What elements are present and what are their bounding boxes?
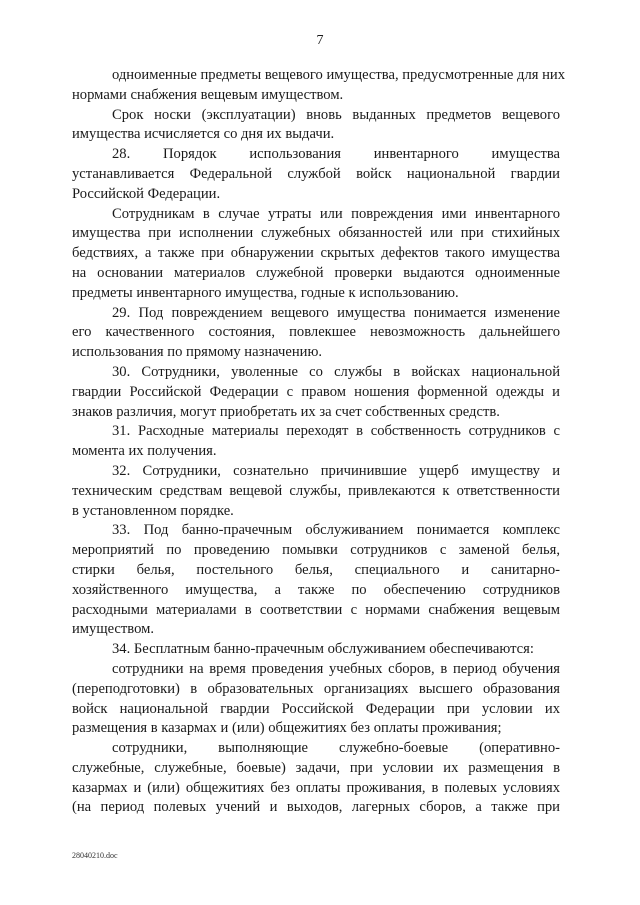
text-line: имущества при исполнении служебных обязанностей или при стихийных bbox=[72, 225, 560, 242]
paragraph bbox=[72, 462, 560, 521]
text-line: бедствиях, а также при обнаружении скрытых дефектов такого имущества bbox=[72, 245, 560, 262]
paragraph bbox=[72, 106, 560, 146]
footer-file-code: 28040210.doc bbox=[72, 851, 118, 860]
text-line: (на период полевых учений и выходов, лагерных сборов, а также при bbox=[72, 799, 560, 816]
text-line: на основании материалов служебной проверки выдаются одноименные bbox=[72, 264, 560, 281]
text-line: (переподготовки) в образовательных организациях высшего образования bbox=[72, 680, 560, 697]
paragraph bbox=[72, 422, 560, 462]
paragraph bbox=[72, 66, 566, 106]
paragraph bbox=[72, 660, 560, 739]
text-line: сотрудники, выполняющие служебно-боевые (оперативно- bbox=[112, 740, 560, 757]
text-line: служебные, служебные, боевые) задачи, при условии их размещения в bbox=[72, 759, 560, 776]
text-line: 33. Под банно-прачечным обслуживанием понимается комплекс bbox=[112, 522, 560, 539]
text-line: знаков различия, могут приобретать их за счет собственных средств. bbox=[72, 403, 500, 420]
paragraph bbox=[72, 145, 560, 204]
text-line: его качественного состояния, повлекшее невозможность дальнейшего bbox=[72, 324, 560, 341]
text-line: размещения в казармах и (или) общежитиях без оплаты проживания; bbox=[72, 720, 502, 737]
text-line: использования по прямому назначению. bbox=[72, 344, 323, 361]
text-line: 34. Бесплатным банно-прачечным обслуживанием обеспечиваются: bbox=[112, 641, 534, 658]
text-line: 32. Сотрудники, сознательно причинившие ущерб имуществу и bbox=[112, 462, 560, 479]
paragraph bbox=[72, 205, 560, 304]
text-line: 30. Сотрудники, уволенные со службы в войсках национальной bbox=[112, 363, 560, 380]
text-line: 31. Расходные материалы переходят в собственность сотрудников с bbox=[112, 423, 560, 440]
text-line: момента их получения. bbox=[72, 443, 217, 460]
text-line: Сотрудникам в случае утраты или повреждения ими инвентарного bbox=[112, 205, 560, 222]
text-line: войск национальной гвардии Российской Федерации при условии их bbox=[72, 700, 560, 717]
text-line: 29. Под повреждением вещевого имущества понимается изменение bbox=[112, 304, 560, 321]
paragraph bbox=[72, 521, 560, 640]
text-line: техническим средствам вещевой службы, привлекаются к ответственности bbox=[72, 482, 560, 499]
text-line: нормами снабжения вещевым имуществом. bbox=[72, 86, 344, 103]
paragraph bbox=[72, 640, 560, 660]
text-line: Российской Федерации. bbox=[72, 185, 221, 202]
text-line: расходными материалами в соответствии с нормами снабжения вещевым bbox=[72, 601, 560, 618]
text-line: одноименные предметы вещевого имущества, предусмотренные для них bbox=[112, 67, 566, 83]
page-number: 7 bbox=[316, 33, 324, 48]
text-line: мероприятий по проведению помывки сотрудников с заменой белья, bbox=[72, 542, 560, 559]
text-line: казармах и (или) общежитиях без оплаты проживания, в полевых условиях bbox=[72, 779, 560, 796]
document-body bbox=[72, 66, 566, 818]
paragraph bbox=[72, 363, 560, 422]
paragraph bbox=[72, 304, 560, 363]
text-line: 28. Порядок использования инвентарного имущества bbox=[112, 146, 560, 163]
text-line: стирки белья, постельного белья, специального и санитарно- bbox=[72, 561, 560, 578]
text-line: хозяйственного имущества, а также по обеспечению сотрудников bbox=[72, 581, 560, 598]
text-line: гвардии Российской Федерации с правом ношения форменной одежды и bbox=[72, 383, 560, 400]
text-line: имущества исчисляется со дня их выдачи. bbox=[72, 126, 335, 143]
text-line: устанавливается Федеральной службой войск национальной гвардии bbox=[72, 165, 560, 182]
text-line: в установленном порядке. bbox=[72, 502, 234, 519]
text-line: сотрудники на время проведения учебных сборов, в период обучения bbox=[112, 660, 560, 677]
text-line: Срок носки (эксплуатации) вновь выданных предметов вещевого bbox=[112, 106, 560, 123]
text-line: имуществом. bbox=[72, 621, 154, 638]
paragraph bbox=[72, 739, 560, 818]
text-line: предметы инвентарного имущества, годные к использованию. bbox=[72, 284, 459, 301]
